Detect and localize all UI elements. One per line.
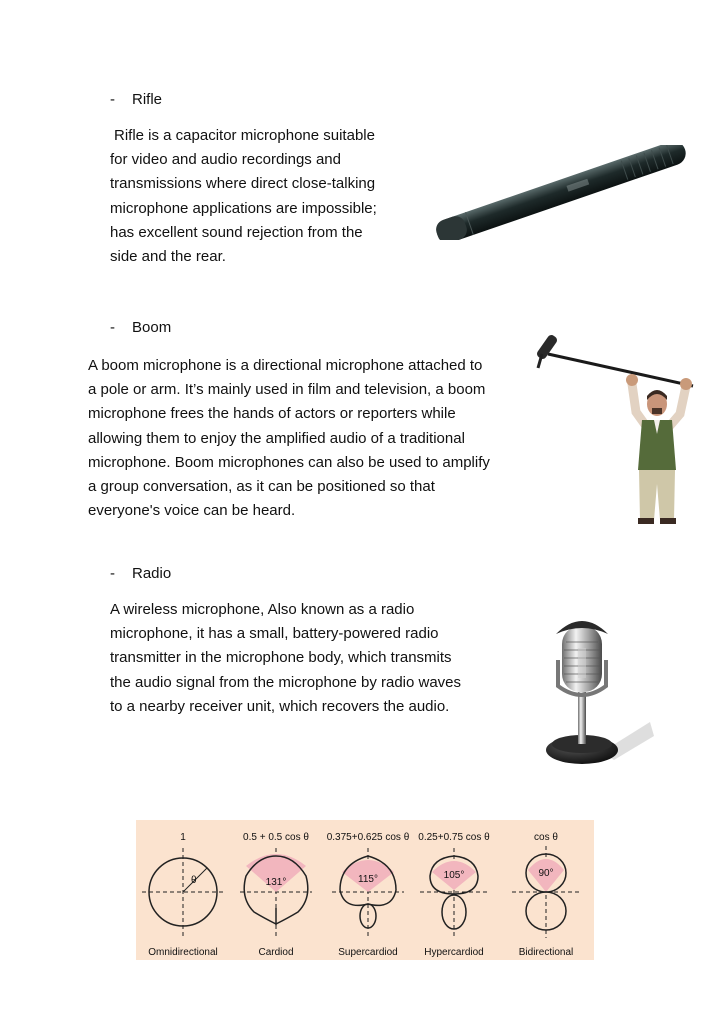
bullet-dash: -: [110, 565, 115, 582]
boom-line: allowing them to enjoy the amplified audio of a traditional: [88, 429, 465, 447]
rifle-line: transmissions where direct close-talking: [110, 175, 376, 193]
radio-line: to a nearby receiver unit, which recovers the audio.: [110, 697, 450, 715]
pattern-formula: 1: [180, 832, 186, 843]
supercardioid-pattern: [327, 832, 410, 958]
bidirectional-pattern: [512, 832, 580, 958]
radio-line: A wireless microphone, Also known as a radio: [110, 601, 415, 618]
pattern-angle: 115°: [358, 874, 378, 885]
radio-heading-text: Radio: [132, 565, 172, 582]
pattern-formula: 0.375+0.625 cos θ: [326, 832, 410, 843]
boom-line: a pole or arm. It’s mainly used in film and television, a boom: [88, 381, 486, 399]
pattern-angle: θ: [191, 875, 197, 886]
boom-line: A boom microphone is a directional microphone attached to: [88, 357, 483, 374]
boom-operator-image: [528, 334, 698, 528]
pattern-angle: 105°: [443, 870, 465, 881]
boom-paragraph: [88, 354, 490, 523]
pattern-formula: cos θ: [534, 832, 558, 843]
bullet-dash: -: [110, 91, 115, 108]
pattern-formula: 0.5 + 0.5 cos θ: [243, 832, 309, 843]
radio-paragraph: [110, 598, 461, 719]
pattern-name: Omnidirectional: [148, 947, 218, 958]
pattern-name: Hypercardiod: [424, 947, 484, 958]
pattern-angle: 90°: [538, 868, 554, 879]
bullet-dash: -: [110, 319, 115, 336]
boom-line: microphone. Boom microphones can also be used to amplify: [88, 453, 490, 471]
boom-heading-text: Boom: [132, 319, 172, 336]
boom-line: everyone's voice can be heard.: [88, 502, 296, 520]
rifle-line: side and the rear.: [110, 248, 226, 266]
radio-line: transmitter in the microphone body, which transmits: [110, 649, 452, 667]
rifle-paragraph: [110, 124, 377, 269]
omnidirectional-pattern: [142, 832, 226, 958]
pattern-name: Bidirectional: [518, 947, 574, 958]
radio-microphone-image: [542, 612, 654, 770]
rifle-line: Rifle is a capacitor microphone suitable: [114, 127, 375, 144]
hypercardioid-pattern: [418, 832, 490, 958]
rifle-microphone-image: [418, 145, 700, 240]
pattern-name: Cardiod: [258, 947, 294, 958]
radio-line: microphone, it has a small, battery-powered radio: [110, 625, 439, 643]
rifle-line: microphone applications are impossible;: [110, 199, 377, 217]
pattern-name: Supercardiod: [338, 947, 398, 958]
cardioid-pattern: [240, 832, 312, 958]
rifle-line: for video and audio recordings and: [110, 151, 341, 169]
polar-pattern-diagram: [136, 820, 594, 960]
radio-line: the audio signal from the microphone by radio waves: [110, 673, 462, 691]
pattern-formula: 0.25+0.75 cos θ: [418, 832, 490, 843]
pattern-angle: 131°: [265, 877, 287, 888]
boom-line: a group conversation, as it can be positioned so that: [88, 478, 435, 496]
boom-line: microphone frees the hands of actors or reporters while: [88, 405, 456, 423]
rifle-heading-text: Rifle: [132, 91, 163, 108]
rifle-line: has excellent sound rejection from the: [110, 223, 363, 241]
